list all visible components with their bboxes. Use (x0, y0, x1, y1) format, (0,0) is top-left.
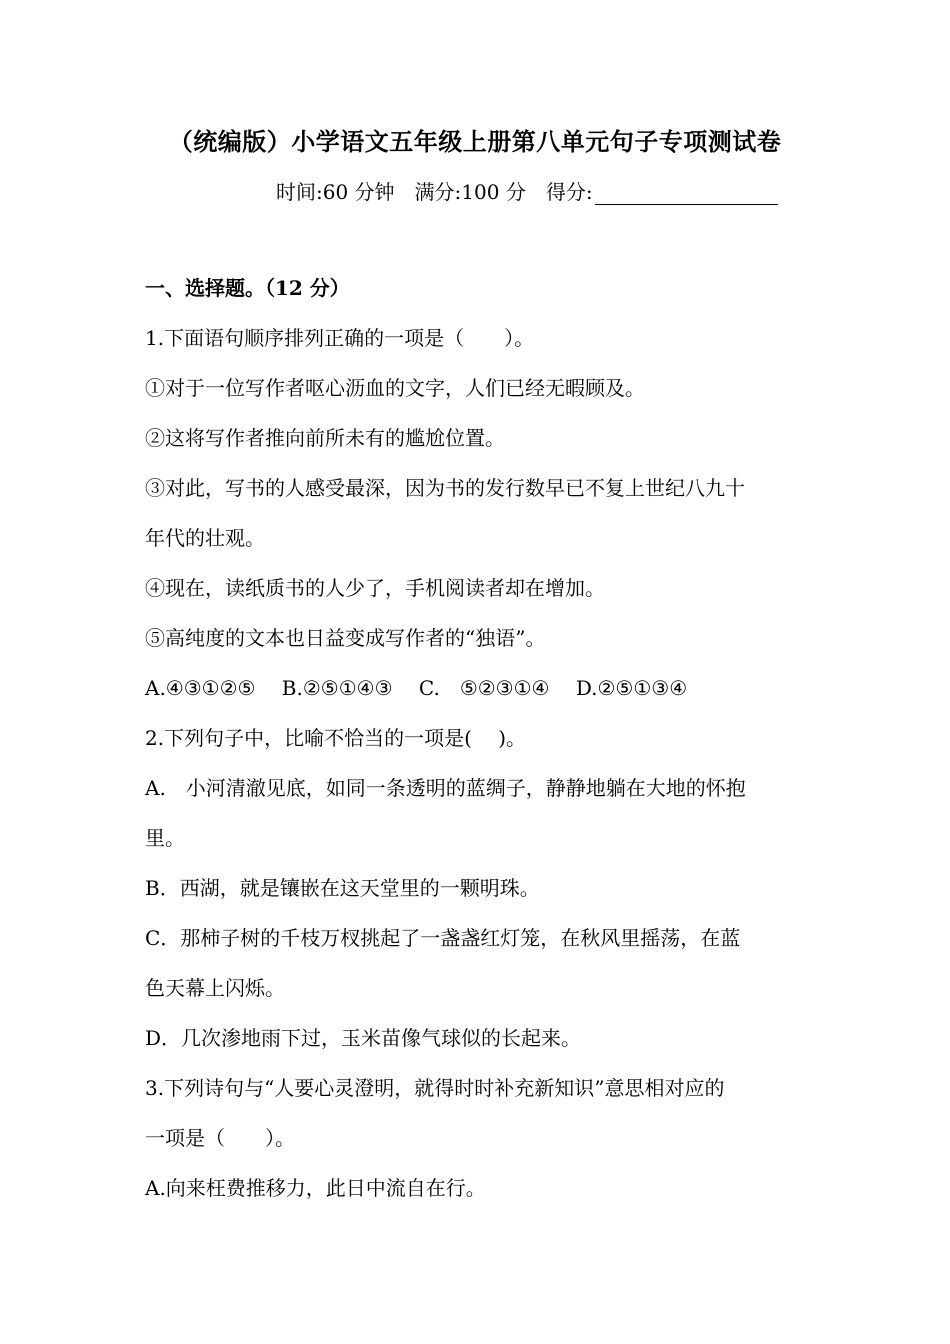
section-heading: 一、选择题。（12 分） (145, 276, 350, 300)
q1-sentence-3: ③对此，写书的人感受最深，因为书的发行数早已不复上世纪八九十 (145, 476, 745, 500)
q1-sentence-4: ④现在，读纸质书的人少了，手机阅读者却在增加。 (145, 576, 605, 600)
question-1: 1.下面语句顺序排列正确的一项是（ ）。 (145, 326, 535, 350)
q1-sentence-5: ⑤高纯度的文本也日益变成写作者的“独语”。 (145, 626, 546, 650)
q1-sentence-1: ①对于一位写作者呕心沥血的文字，人们已经无暇顾及。 (145, 376, 645, 400)
q2-option-b: B．西湖，就是镶嵌在这天堂里的一颗明珠。 (145, 876, 540, 900)
score-blank[interactable] (595, 184, 778, 205)
full-score: 满分:100 分 (414, 180, 526, 204)
score-label: 得分: (545, 180, 593, 204)
page-title: （统编版）小学语文五年级上册第八单元句子专项测试卷 (168, 127, 782, 156)
q2-option-d: D．几次渗地雨下过，玉米苗像气球似的长起来。 (145, 1026, 582, 1050)
time-limit: 时间:60 分钟 (276, 180, 395, 204)
q1-sentence-2: ②这将写作者推向前所未有的尴尬位置。 (145, 426, 505, 450)
exam-meta (276, 176, 778, 205)
q2-option-a: A. 小河清澈见底，如同一条透明的蓝绸子，静静地躺在大地的怀抱 (145, 776, 746, 800)
question-3: 3.下列诗句与“人要心灵澄明，就得时时补充新知识”意思相对应的 (145, 1076, 725, 1100)
q1-options: A.④③①②⑤ B.②⑤①④③ C. ⑤②③①④ D.②⑤①③④ (145, 676, 688, 700)
q2-option-c: C．那柿子树的千枝万杈挑起了一盏盏红灯笼，在秋风里摇荡，在蓝 (145, 926, 741, 950)
question-2: 2.下列句子中，比喻不恰当的一项是( )。 (145, 726, 527, 750)
q2-option-a-cont: 里。 (145, 826, 185, 850)
q2-option-c-cont: 色天幕上闪烁。 (145, 976, 285, 1000)
question-3-cont: 一项是（ ）。 (145, 1126, 295, 1150)
q1-sentence-3-cont: 年代的壮观。 (145, 526, 265, 550)
q3-option-a: A.向来枉费推移力，此日中流自在行。 (145, 1176, 486, 1200)
